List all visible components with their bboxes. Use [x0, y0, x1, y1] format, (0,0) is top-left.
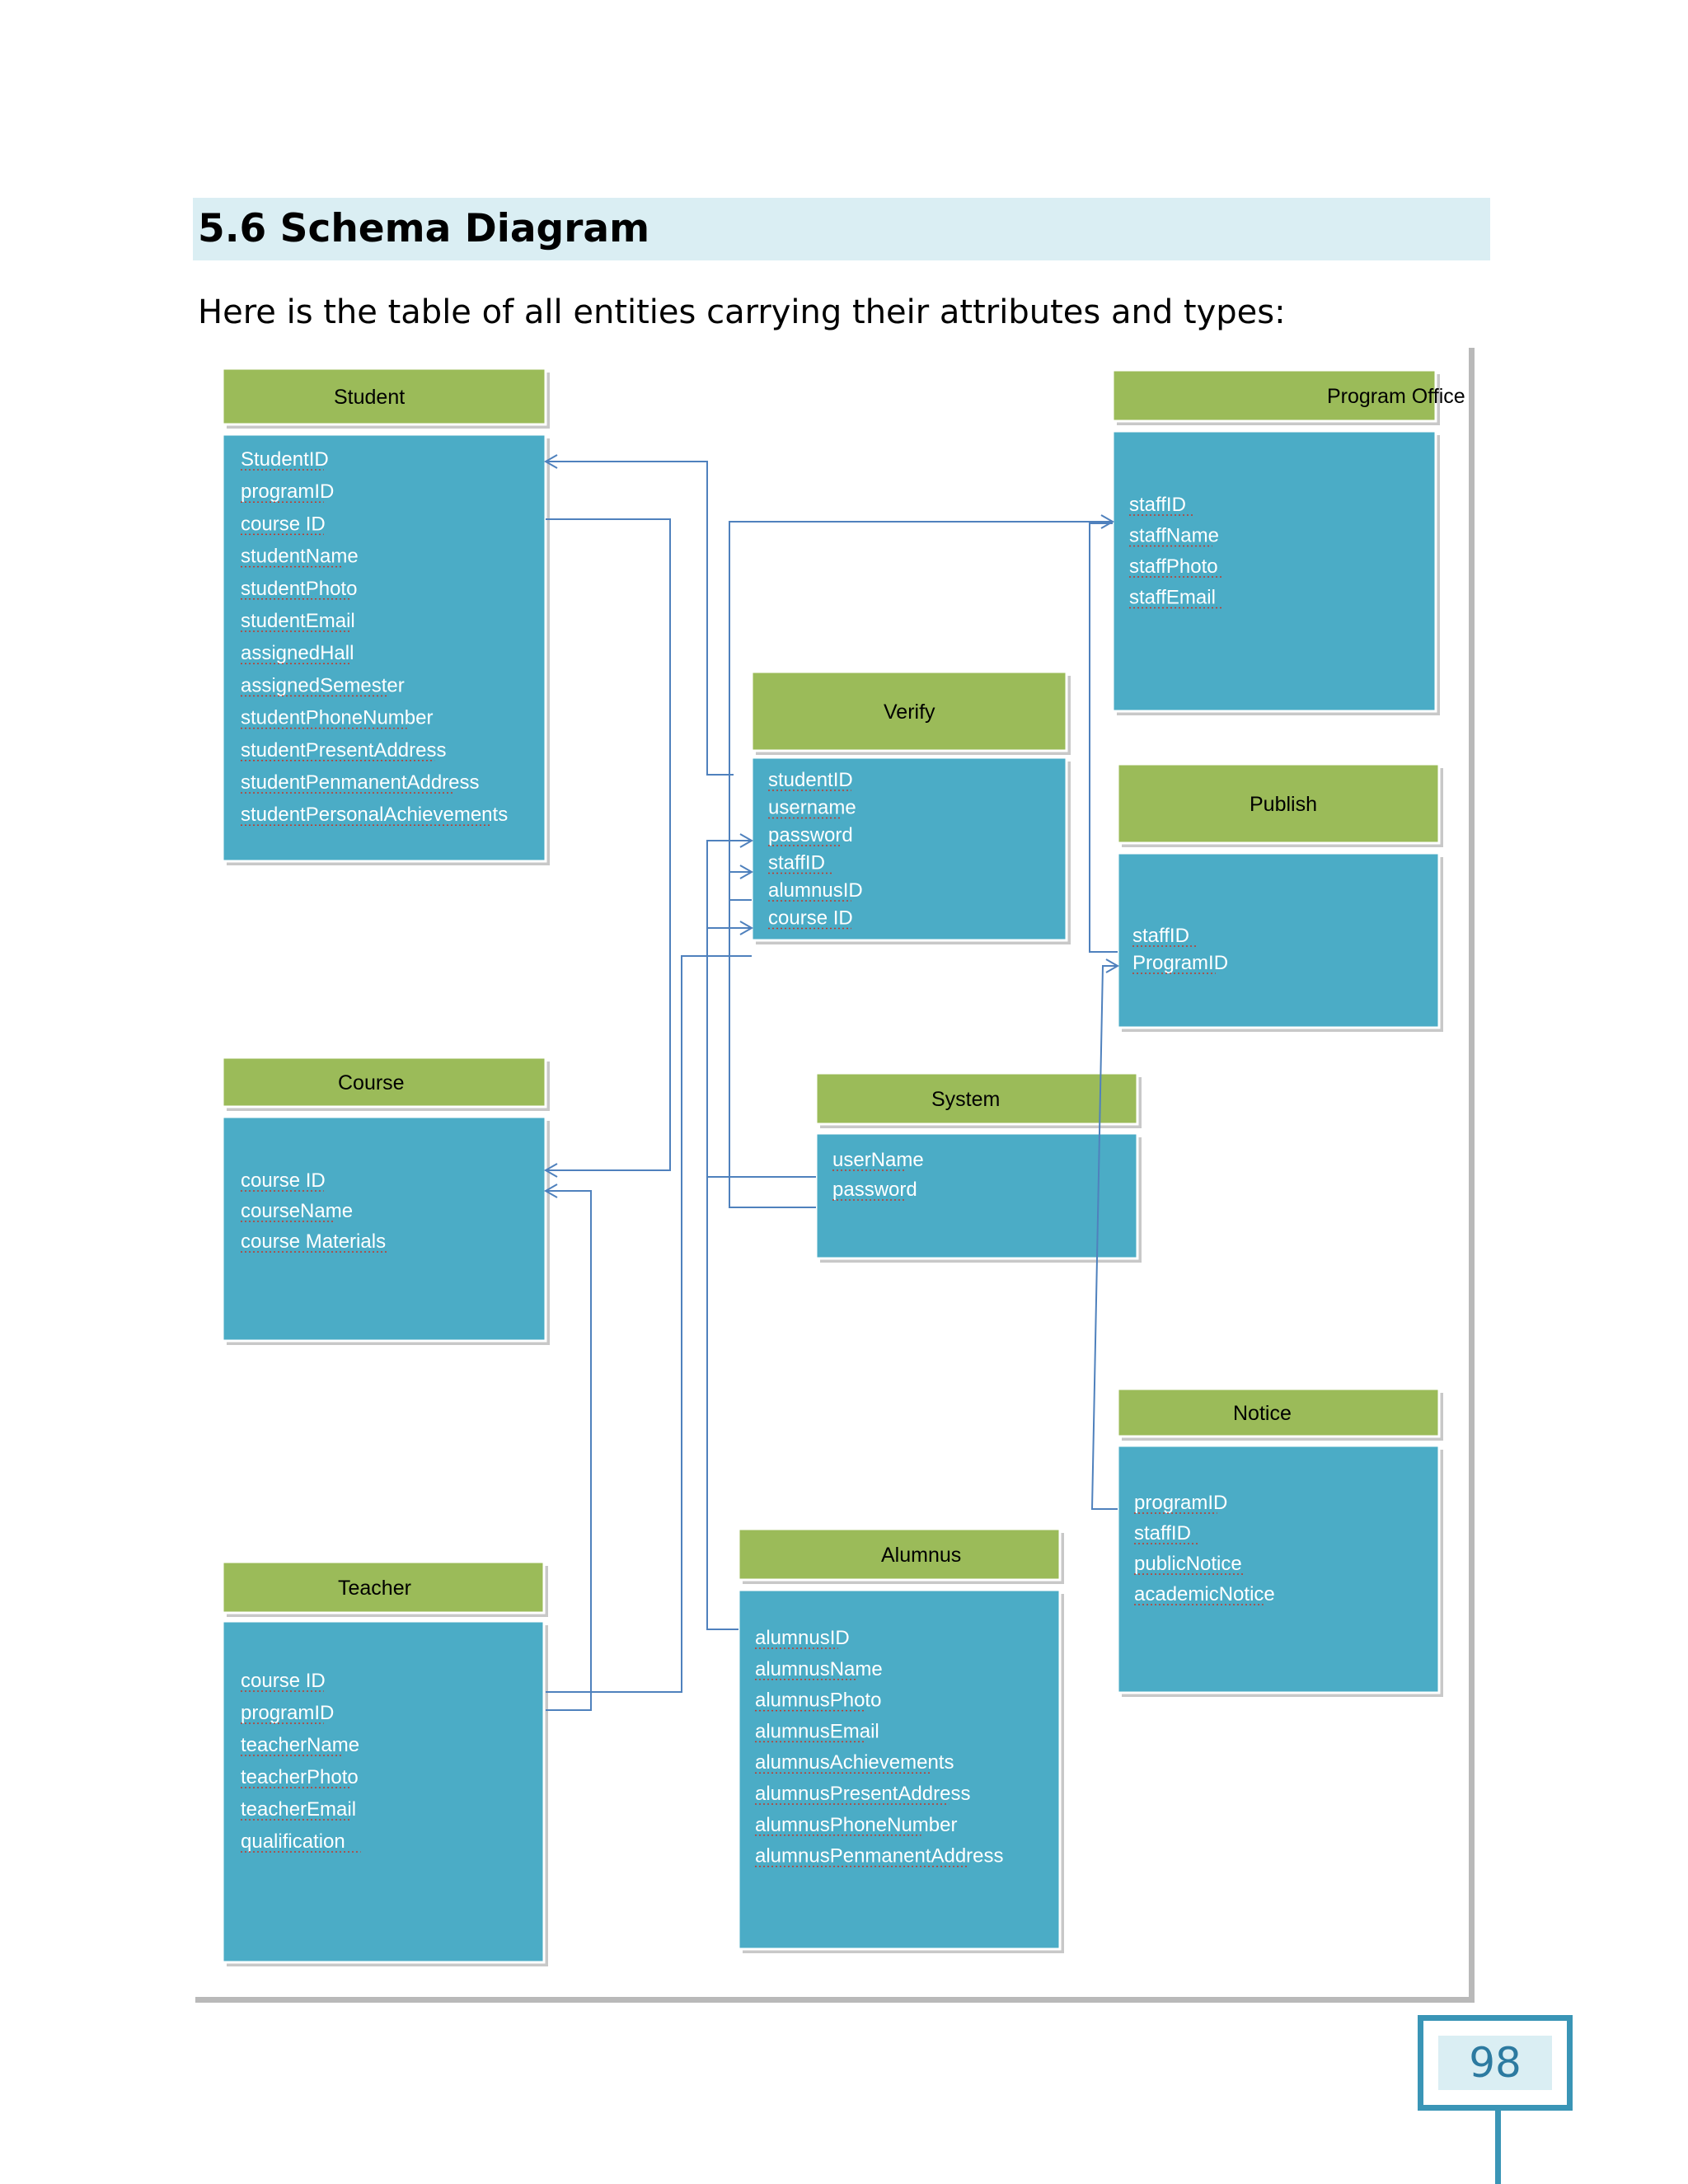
attribute: studentID — [768, 769, 853, 791]
entity-student — [223, 368, 550, 865]
attribute: staffPhoto — [1129, 555, 1218, 578]
entity-title: Student — [334, 386, 406, 409]
attribute: password — [832, 1179, 917, 1201]
attribute: studentPhoto — [241, 577, 358, 600]
attribute: staffID — [1132, 925, 1189, 947]
relationship-connector — [546, 956, 752, 1692]
attribute: alumnusID — [768, 879, 863, 902]
attribute: alumnusPhoto — [755, 1689, 882, 1712]
section-title: 5.6 Schema Diagram — [198, 206, 650, 251]
attribute: assignedSemester — [241, 674, 405, 697]
attribute: studentPersonalAchievements — [241, 804, 509, 827]
attribute: course ID — [241, 513, 326, 536]
attribute: alumnusPenmanentAddress — [755, 1844, 1004, 1868]
attribute: alumnusPresentAddress — [755, 1783, 971, 1805]
attribute: course Materials — [241, 1230, 387, 1253]
attribute: studentName — [241, 545, 359, 568]
attribute: course ID — [768, 907, 853, 930]
attribute: StudentID — [241, 448, 329, 471]
attribute: programID — [241, 480, 335, 504]
entity-teacher — [223, 1562, 548, 1966]
attribute: staffID — [1134, 1522, 1191, 1544]
relationship-connector — [546, 462, 734, 775]
page-number-box — [1418, 2015, 1573, 2111]
attribute: userName — [832, 1149, 924, 1171]
attribute: alumnusAchievements — [755, 1751, 954, 1774]
page-number-inner — [1438, 2036, 1552, 2090]
attribute: teacherPhoto — [241, 1766, 359, 1788]
attribute: staffEmail — [1129, 586, 1216, 609]
attribute: alumnusEmail — [755, 1720, 879, 1743]
attribute: studentPhoneNumber — [241, 706, 434, 729]
entity-title: Verify — [884, 701, 935, 724]
entity-title: System — [931, 1088, 1001, 1111]
attribute: staffID — [768, 851, 825, 874]
attribute: password — [768, 824, 853, 846]
attribute: staffID — [1129, 494, 1186, 516]
attribute: studentPresentAddress — [241, 738, 447, 762]
entity-title: Program Office — [1327, 385, 1465, 408]
entity-body — [223, 1117, 546, 1341]
entity-program-office — [1113, 370, 1465, 715]
entity-title: Notice — [1233, 1402, 1292, 1425]
attribute: alumnusID — [755, 1627, 850, 1649]
entity-title: Publish — [1250, 793, 1317, 816]
entity-course — [223, 1057, 550, 1345]
entity-title: Teacher — [338, 1577, 411, 1600]
attribute: qualification — [241, 1830, 345, 1853]
attribute: teacherEmail — [241, 1798, 357, 1821]
attribute: alumnusName — [755, 1657, 883, 1680]
attribute: ProgramID — [1132, 952, 1229, 974]
schema-diagram — [190, 342, 1469, 1997]
page-number: 98 — [1469, 2039, 1522, 2087]
attribute: course ID — [241, 1169, 326, 1192]
attribute: username — [768, 796, 856, 819]
attribute: programID — [241, 1702, 335, 1724]
attribute: programID — [1134, 1492, 1228, 1514]
attribute: course ID — [241, 1670, 326, 1692]
attribute: courseName — [241, 1200, 354, 1222]
entity-verify — [752, 672, 1071, 944]
attribute: alumnusPhoneNumber — [755, 1813, 958, 1836]
entity-title: Alumnus — [881, 1544, 962, 1567]
attribute: staffName — [1129, 524, 1219, 547]
section-header — [193, 198, 1490, 260]
attribute: academicNotice — [1134, 1583, 1275, 1605]
attribute: studentEmail — [241, 610, 355, 632]
entity-system — [816, 1073, 1142, 1263]
entity-publish — [1118, 764, 1443, 1032]
attribute: publicNotice — [1134, 1553, 1242, 1575]
relationship-connector — [546, 519, 670, 1170]
attribute: assignedHall — [241, 642, 354, 665]
attribute: studentPenmanentAddress — [241, 771, 480, 794]
entity-alumnus — [738, 1529, 1064, 1953]
entity-notice — [1118, 1389, 1443, 1697]
intro-text: Here is the table of all entities carrying their attributes and types: — [198, 293, 1286, 331]
entity-title: Course — [338, 1071, 405, 1094]
page-number-stem — [1495, 2111, 1501, 2184]
attribute: teacherName — [241, 1734, 360, 1756]
relationship-connector — [546, 1191, 591, 1710]
